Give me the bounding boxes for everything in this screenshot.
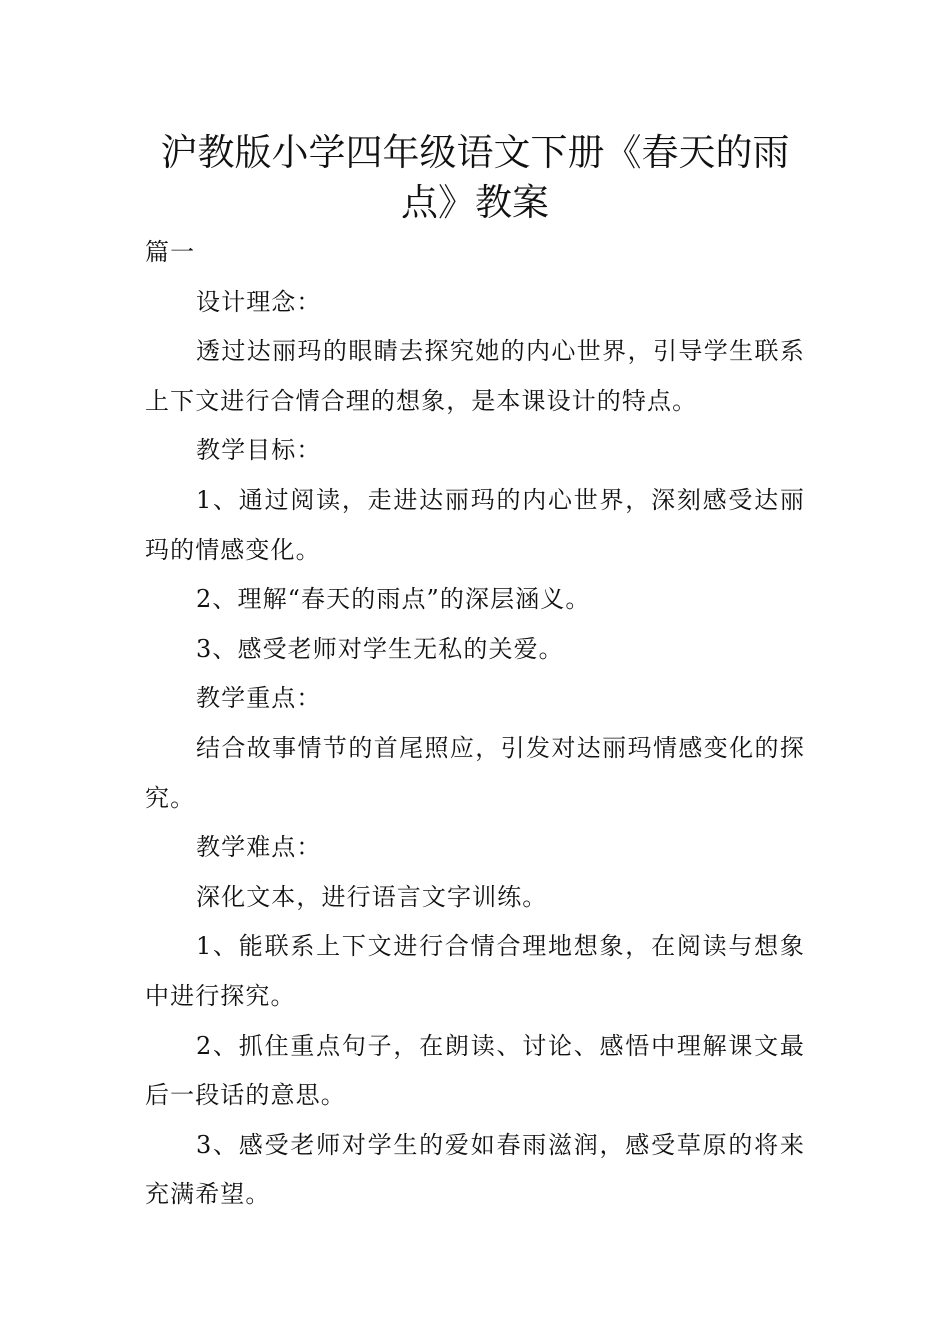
document-body [145,228,805,1220]
difficulty-item-3: 3、感受老师对学生的爱如春雨滋润，感受草原的将来充满希望。 [145,1130,805,1209]
document-title [140,128,810,228]
title-line-1: 沪教版小学四年级语文下册《春天的雨 [160,131,790,174]
section-label: 篇一 [145,238,196,266]
difficulty-item-2: 2、抓住重点句子，在朗读、讨论、感悟中理解课文最后一段话的意思。 [145,1031,805,1110]
difficulty-item-1: 1、能联系上下文进行合情合理地想象，在阅读与想象中进行探究。 [145,932,805,1010]
paragraph-key-points: 结合故事情节的首尾照应，引发对达丽玛情感变化的探究。 [145,733,805,812]
paragraph-design-concept: 透过达丽玛的眼睛去探究她的内心世界，引导学生联系上下文进行合情合理的想象，是本课设计的特点。 [145,337,805,415]
heading-teaching-goals: 教学目标： [196,436,322,465]
title-line-2: 点》教案 [401,181,549,224]
heading-difficulties: 教学难点： [196,833,322,862]
paragraph-difficulties: 深化文本，进行语言文字训练。 [196,882,548,911]
goal-item-1: 1、通过阅读，走进达丽玛的内心世界，深刻感受达丽玛的情感变化。 [145,485,805,564]
goal-item-3: 3、感受老师对学生无私的关爱。 [196,634,564,663]
goal-item-2: 2、理解“春天的雨点”的深层涵义。 [196,585,591,614]
heading-key-points: 教学重点： [196,684,322,713]
heading-design-concept: 设计理念： [196,287,322,316]
